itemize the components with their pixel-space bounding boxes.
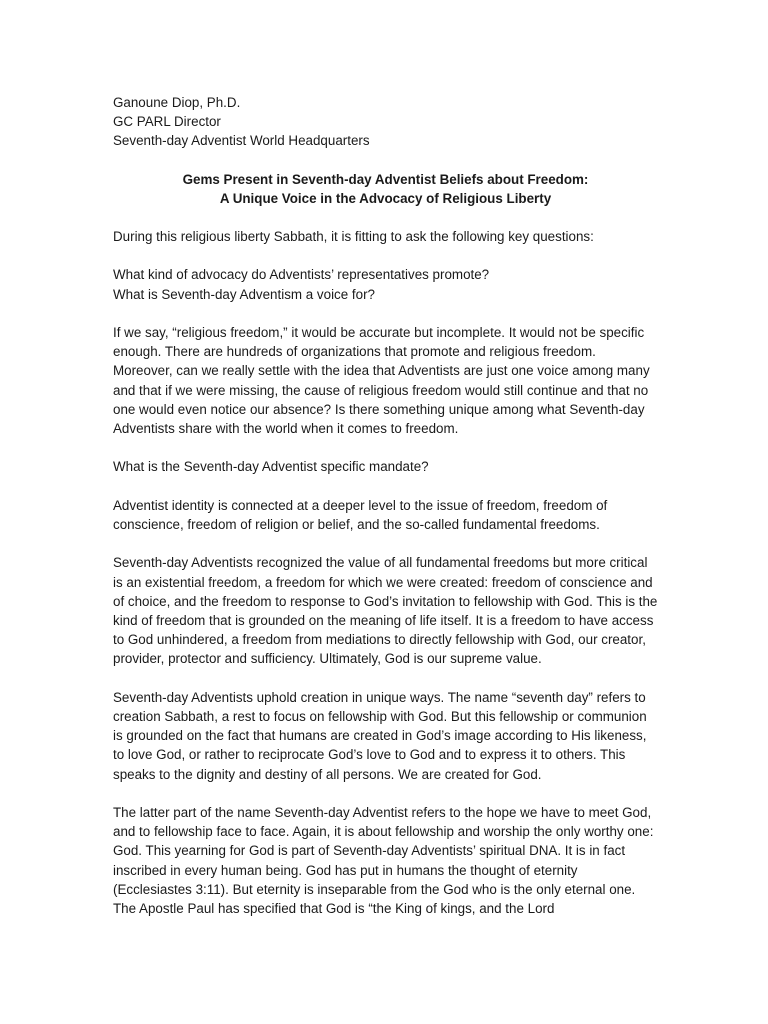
question-mandate: What is the Seventh-day Adventist specific mandate? [113,459,429,475]
author-organization: Seventh-day Adventist World Headquarters [113,133,370,149]
intro-paragraph: During this religious liberty Sabbath, it is fitting to ask the following key questions: [113,229,594,245]
document-page [113,93,658,937]
author-block [113,93,658,151]
paragraph-hope: The latter part of the name Seventh-day Adventist refers to the hope we have to meet God, and to fellowship face to face. Again, it is about fellowship and worship the only worthy one: God. This yearning for God is part of Seventh-day Adventists’ spiritual DNA. It is in fact inscribed in every human being. God has put in humans the thought of eternity (Ecclesiastes 3:11). But eternity is inseparable from the God who is the only eternal one. The Apostle Paul has specified that God is “the King of kings, and the Lord [113,805,654,917]
title-line-2: A Unique Voice in the Advocacy of Religious Liberty [219,190,552,206]
title-line-1: Gems Present in Seventh-day Adventist Beliefs about Freedom: [182,171,589,187]
paragraph-adventist-identity: Adventist identity is connected at a deeper level to the issue of freedom, freedom of conscience, freedom of religion or belief, and the so-called fundamental freedoms. [113,497,608,532]
paragraph-creation: Seventh-day Adventists uphold creation in unique ways. The name “seventh day” refers to creation Sabbath, a rest to focus on fellowship with God. But this fellowship or communion is grounded on the fact that humans are created in God’s image according to His likeness, to love God, or rather to reciprocate God’s love to God and to express it to others. This speaks to the dignity and destiny of all persons. We are created for God. [113,689,647,782]
author-role: GC PARL Director [113,114,221,130]
question-voice: What is Seventh-day Adventism a voice for? [113,286,375,302]
paragraph-religious-freedom: If we say, “religious freedom,” it would be accurate but incomplete. It would not be specific enough. There are hundreds of organizations that promote and religious freedom. Moreover, can we really settle with the idea that Adventists are just one voice among many and that if we were missing, the cause of religious freedom would still continue and that no one would even notice our absence? Is there something unique among what Seventh-day Adventists share with the world when it comes to freedom. [113,325,650,437]
question-advocacy: What kind of advocacy do Adventists’ representatives promote? [113,267,490,283]
paragraph-existential-freedom: Seventh-day Adventists recognized the value of all fundamental freedoms but more critical is an existential freedom, a freedom for which we were created: freedom of conscience and of choice, and the freedom to response to God’s invitation to fellowship with God. This is the kind of freedom that is grounded on the meaning of life itself. It is a freedom to have access to God unhindered, a freedom from mediations to directly fellowship with God, our creator, provider, protector and sufficiency. Ultimately, God is our supreme value. [113,555,658,667]
document-title [113,170,658,208]
key-questions [113,265,658,303]
author-name: Ganoune Diop, Ph.D. [113,95,241,110]
